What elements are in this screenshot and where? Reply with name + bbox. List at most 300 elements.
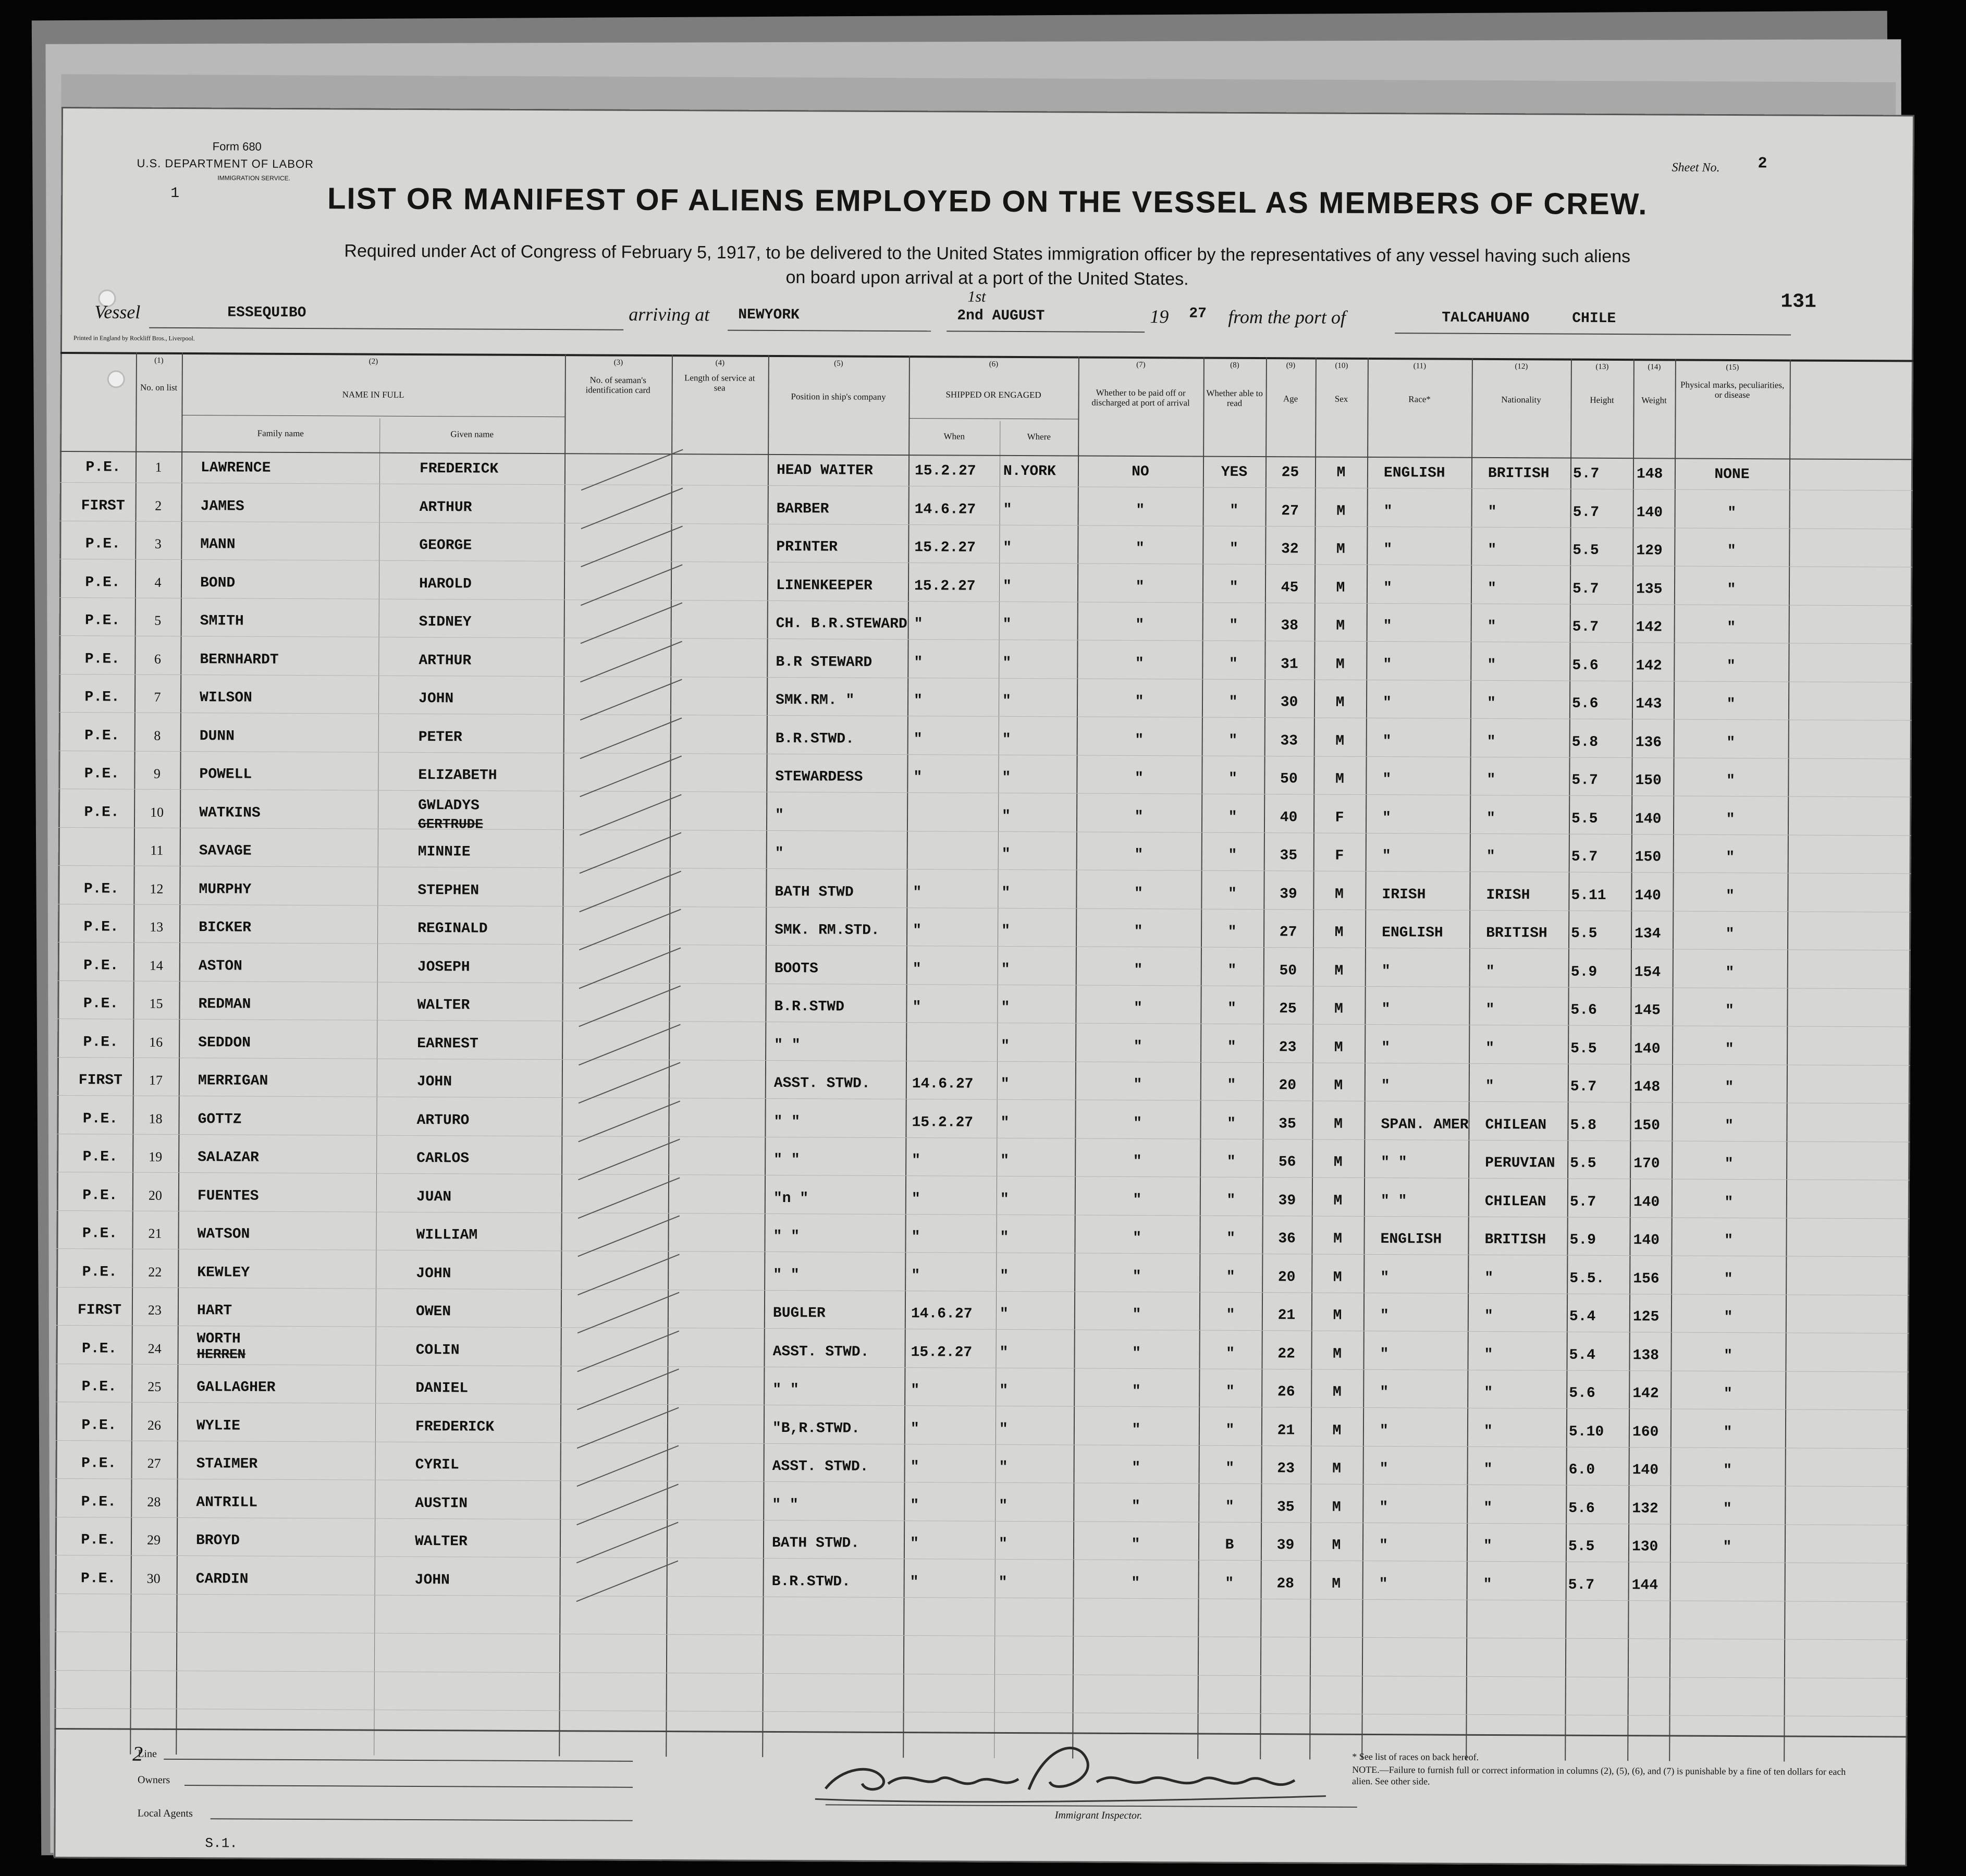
cell-position: B.R.STWD. [775,730,855,747]
cell-race: " [1379,1499,1389,1516]
cell-no: 25 [148,1379,162,1394]
cell-nat: BRITISH [1486,925,1547,942]
cell-read: " [1226,1269,1235,1285]
cell-height: 5.7 [1570,1078,1597,1095]
cell-sex: M [1332,1384,1342,1401]
cell-phys: " [1727,619,1736,636]
cell-paid: NO [1132,463,1149,481]
cell-race: " [1382,771,1392,788]
cell-read: " [1227,924,1237,940]
cell-when: " [910,1497,919,1514]
cell-read: " [1228,656,1238,672]
cell-mark: FIRST [77,1302,121,1319]
cell-position: " " [773,1151,800,1169]
cell-family: MANN [200,536,236,553]
cell-read: " [1225,1422,1235,1439]
cell-phys: " [1723,1501,1732,1517]
cell-sex: M [1335,771,1344,788]
cell-sex: F [1335,810,1344,826]
cell-no: 3 [154,536,162,551]
cell-height: 5.9 [1569,1232,1596,1248]
vessel-label: Vessel [94,301,141,323]
cell-when: " [910,1574,919,1590]
cell-where: " [1003,539,1012,556]
cell-height: 5.7 [1568,1577,1595,1593]
cell-nat: " [1483,1538,1492,1555]
cell-no: 15 [149,996,163,1011]
cell-weight: 148 [1636,466,1663,483]
cell-age: 33 [1280,732,1298,749]
cell-phys: " [1724,1271,1733,1288]
cell-paid: " [1132,1345,1141,1362]
cell-height: 5.5 [1570,1155,1596,1172]
arrival-year: 27 [1189,305,1207,322]
cell-where: " [1001,885,1011,901]
cell-mark: P.E. [83,880,119,897]
cell-height: 5.5 [1568,1538,1595,1555]
cell-height: 5.7 [1572,581,1599,597]
header-where: Where [1027,432,1051,442]
cell-age: 40 [1280,809,1298,826]
cell-height: 5.5 [1570,1040,1597,1057]
cell-position: LINENKEEPER [776,577,873,594]
cell-nat: " [1483,1500,1493,1516]
cell-age: 31 [1280,656,1298,672]
sheet-stamp: S.1. [205,1835,238,1852]
cell-nat: " [1485,1040,1495,1057]
cell-paid: " [1133,1076,1142,1094]
cell-height: 5.5. [1569,1270,1605,1287]
cell-given: DANIEL [415,1380,469,1397]
cell-position: B.R STEWARD [776,654,873,671]
cell-age: 39 [1280,886,1297,902]
cell-read: B [1225,1537,1234,1553]
cell-position: ASST. STWD. [773,1075,870,1092]
cell-read: YES [1221,464,1248,481]
cell-mark: P.E. [85,574,120,591]
cell-phys: " [1726,658,1736,675]
cell-mark: P.E. [83,996,119,1012]
cell-nat: CHILEAN [1485,1117,1547,1133]
cell-age: 23 [1279,1039,1297,1056]
cell-age: 22 [1277,1345,1295,1362]
cell-read: " [1229,541,1238,557]
cell-family: WILSON [199,690,252,706]
cell-paid: " [1131,1575,1140,1591]
cell-no: 12 [150,881,164,897]
requirement-text: Required under Act of Congress of February 5, 1917, to be delivered to the United States immigration officer by the representatives of any vessel having such aliens [344,241,1631,267]
column-number: (15) [1726,363,1739,372]
cell-where: " [1002,808,1011,825]
header-shipped-engaged: SHIPPED OR ENGAGED [945,389,1041,400]
cell-mark: P.E. [85,536,121,553]
department-name: U.S. DEPARTMENT OF LABOR [137,156,314,171]
requirement-text-continued: on board upon arrival at a port of the United States. [785,267,1189,289]
cell-read: " [1225,1383,1235,1400]
column-number: (2) [368,357,378,366]
cell-phys: " [1723,1424,1732,1441]
cell-nat: IRISH [1486,887,1530,903]
cell-nat: " [1485,963,1495,980]
cell-race: " [1383,618,1392,635]
cell-mark: P.E. [81,1340,117,1357]
cell-family: BICKER [199,919,252,936]
cell-where: " [1003,501,1012,518]
cell-paid: " [1134,923,1143,940]
cell-sex: M [1333,1193,1343,1209]
cell-where: " [1000,1268,1009,1284]
cell-race: " [1379,1576,1388,1592]
cell-nat: " [1487,657,1496,673]
cell-given: OWEN [415,1303,451,1320]
cell-read: " [1227,1000,1236,1017]
cell-where: " [999,1459,1008,1476]
column-number: (4) [715,359,725,367]
cell-mark: P.E. [83,1034,118,1050]
sheet-number-label: Sheet No. [1672,161,1720,175]
cell-paid: " [1133,1115,1142,1132]
cell-nat: " [1484,1270,1494,1286]
cell-family: WYLIE [196,1417,241,1434]
cell-sex: M [1336,503,1346,520]
cell-when: " [912,1152,921,1169]
cell-where: " [1002,769,1011,786]
cell-when: " [914,616,923,633]
header-paid-off: Whether to be paid off or discharged at port of arrival [1091,387,1190,408]
cell-height: 5.5 [1572,542,1599,559]
printer-credit: Printed in England by Rockliff Bros., Liverpool. [73,334,195,342]
cell-given: JOHN [416,1265,451,1282]
cell-no: 28 [147,1494,161,1510]
cell-where: " [1001,1038,1010,1055]
column-number: (13) [1595,362,1609,371]
cell-family: POWELL [199,766,252,783]
cell-nat: " [1483,1461,1493,1478]
cell-height: 5.6 [1571,695,1599,712]
cell-nat: PERUVIAN [1485,1155,1555,1172]
cell-height: 5.11 [1571,887,1606,904]
header-weight: Weight [1641,395,1667,406]
cell-weight: 134 [1635,926,1661,942]
cell-height: 5.7 [1572,465,1600,482]
cell-height: 5.8 [1571,734,1599,751]
cell-family: FUENTES [197,1187,259,1205]
local-agents-label: Local Agents [137,1807,193,1820]
cell-race: " [1381,963,1391,979]
cell-when: " [912,999,921,1016]
column-number: (1) [154,356,164,365]
cell-read: " [1227,1039,1236,1056]
cell-phys: " [1725,1079,1734,1096]
cell-family: GALLAGHER [196,1379,276,1396]
cell-when: " [913,884,922,901]
cell-age: 20 [1277,1269,1296,1285]
cell-mark: P.E. [82,1110,118,1127]
cell-nat: " [1483,1576,1492,1593]
cell-paid: " [1134,885,1143,902]
cell-given: PETER [418,729,462,745]
cell-race: " [1382,695,1392,712]
cell-given: MINNIE [417,843,471,861]
column-number: (5) [834,359,843,368]
cell-no: 5 [154,612,162,628]
cell-where: " [998,1574,1007,1591]
cell-paid: " [1131,1536,1140,1553]
cell-read: " [1226,1154,1236,1170]
cell-mark: P.E. [82,1264,117,1280]
cell-where: " [1000,1114,1010,1131]
cell-read: " [1228,809,1237,826]
cell-race: " [1380,1384,1389,1401]
cell-where: " [1001,961,1010,978]
arriving-label: arriving at [629,303,710,325]
cell-paid: " [1136,502,1145,519]
cell-family: WORTH [196,1330,241,1347]
owners-underline [185,1785,633,1788]
manifest-number: 131 [1780,290,1816,313]
cell-when: " [913,731,923,747]
cell-phys: " [1725,1118,1734,1134]
header-no-on-list: No. on list [140,382,178,393]
cell-race: " [1381,1039,1391,1056]
cell-when: " [910,1459,919,1476]
cell-no: 9 [153,766,161,781]
arriving-port: NEWYORK [738,306,800,324]
cell-paid: " [1132,1306,1141,1323]
header-sex: Sex [1334,394,1348,404]
cell-family: CARDIN [195,1571,249,1588]
cell-position: SMK.RM. " [775,692,855,709]
cell-family: REDMAN [198,996,251,1013]
struck-family-name: HERREN [196,1346,246,1363]
from-port: TALCAHUANO [1442,310,1530,327]
cell-nat: " [1486,810,1495,827]
cell-position: " " [773,1228,800,1245]
cell-when: " [913,693,923,709]
cell-family: KEWLEY [197,1264,250,1281]
cell-position: " " [772,1497,798,1513]
cell-phys: " [1726,849,1735,866]
cell-mark: P.E. [81,1455,117,1472]
cell-position: ASST. STWD. [772,1458,869,1475]
cell-family: SMITH [200,613,244,630]
cell-family: ASTON [198,958,242,975]
cell-position: BATH STWD [775,884,854,901]
cell-sex: M [1333,1307,1342,1324]
cell-no: 6 [154,651,161,667]
cell-sex: M [1336,580,1345,596]
cell-where: " [1001,999,1010,1016]
cell-no: 10 [150,804,164,820]
struck-given-name: GERTRUDE [417,816,483,832]
column-number: (12) [1515,362,1528,371]
cell-height: 5.7 [1572,504,1600,521]
cell-weight: 135 [1636,581,1663,597]
cell-age: 39 [1276,1537,1295,1554]
cell-no: 17 [149,1072,163,1088]
cell-height: 5.7 [1569,1194,1596,1210]
cell-nat: " [1485,1001,1495,1019]
cell-when: " [910,1536,919,1552]
cell-family: LAWRENCE [200,460,271,476]
page-title: LIST OR MANIFEST OF ALIENS EMPLOYED ON THE VESSEL AS MEMBERS OF CREW. [327,181,1648,222]
cell-when: 15.2.27 [914,578,976,595]
cell-paid: " [1132,1460,1141,1477]
manifest-sheet [54,107,1914,1866]
cell-weight: 132 [1632,1500,1658,1517]
cell-given: ARTURO [416,1112,470,1129]
cell-phys: " [1724,1194,1734,1211]
cell-paid: " [1135,732,1144,749]
header-name-in-full: NAME IN FULL [342,389,404,400]
cell-family: DUNN [199,728,235,744]
cell-given: ELIZABETH [418,767,497,784]
cell-position: "B,R.STWD. [772,1420,861,1437]
cell-mark: P.E. [84,727,120,744]
cell-read: " [1225,1499,1234,1515]
cell-phys: " [1725,1002,1734,1020]
cell-family: WATKINS [199,804,261,821]
cell-read: " [1228,847,1237,864]
cell-family: HART [196,1303,232,1319]
cell-where: " [1001,846,1011,863]
cell-weight: 136 [1635,734,1662,751]
cell-no: 19 [149,1149,163,1164]
cell-when: 15.2.27 [912,1114,974,1131]
cell-given: FREDERICK [419,461,499,477]
cell-when: " [914,654,923,671]
from-port-underline [1395,333,1791,335]
cell-read: " [1225,1575,1234,1592]
cell-read: " [1226,1345,1235,1362]
cell-mark: P.E. [84,804,119,820]
cell-nat: BRITISH [1484,1231,1546,1248]
cell-height: 5.9 [1570,964,1598,980]
cell-weight: 140 [1635,811,1662,827]
cell-paid: " [1132,1383,1141,1400]
cell-family: SEDDON [198,1034,251,1051]
cell-position: ASST. STWD. [772,1343,869,1360]
cell-weight: 150 [1635,773,1662,789]
cell-read: " [1226,1230,1236,1247]
cell-no: 21 [148,1225,162,1241]
cell-weight: 150 [1635,849,1662,866]
cell-family: BOND [200,574,236,591]
cell-height: 5.7 [1572,619,1599,635]
cell-no: 4 [154,574,162,590]
cell-weight: 148 [1633,1079,1661,1096]
cell-phys: " [1726,773,1735,790]
cell-sex: M [1334,1077,1343,1094]
cell-no: 1 [155,459,162,475]
cell-no: 8 [154,728,161,743]
cell-phys: NONE [1714,466,1750,483]
cell-given: WALTER [414,1533,468,1550]
vessel-name: ESSEQUIBO [227,304,306,322]
year-prefix: 19 [1150,306,1169,327]
cell-family: STAIMER [196,1456,258,1473]
cell-phys: " [1726,734,1736,751]
cell-weight: 140 [1633,1194,1660,1210]
cell-sex: M [1334,924,1344,941]
cell-sex: M [1336,464,1346,481]
cell-family: SAVAGE [199,843,252,860]
cell-given: WILLIAM [416,1227,478,1244]
cell-phys: " [1725,926,1735,943]
cell-race: ENGLISH [1380,1231,1442,1248]
header-when: When [943,431,965,442]
cell-weight: 140 [1632,1462,1659,1479]
cell-where: " [1002,655,1012,671]
cell-given: JOHN [416,1073,452,1090]
cell-paid: " [1135,541,1145,557]
cell-nat: " [1486,695,1496,712]
cell-nat: " [1487,618,1496,635]
cell-where: " [998,1536,1007,1552]
cell-family: GOTTZ [198,1111,242,1128]
cell-weight: 143 [1635,696,1662,713]
cell-phys: " [1723,1462,1732,1479]
cell-height: 5.7 [1571,849,1598,865]
cell-sex: M [1333,1269,1342,1286]
cell-race: " [1382,810,1391,826]
cell-sex: M [1335,656,1345,673]
cell-age: 25 [1281,464,1299,481]
cell-position: " [775,845,784,862]
sheet-number-value: 2 [1758,155,1767,173]
cell-no: 16 [149,1034,163,1050]
cell-when: 14.6.27 [911,1306,973,1322]
cell-phys: " [1723,1539,1732,1556]
cell-sex: M [1334,1116,1343,1133]
cell-paid: " [1133,1153,1142,1170]
header-length-of-service: Length of service at sea [684,373,755,393]
cell-sex: F [1335,848,1344,864]
cell-given: GWLADYS [418,797,480,814]
cell-family: SALAZAR [198,1149,259,1166]
cell-race: IRISH [1382,886,1426,903]
cell-given: AUSTIN [415,1495,468,1512]
cell-age: 20 [1279,1077,1297,1094]
cell-height: 5.5 [1571,925,1598,942]
cell-sex: M [1336,541,1345,558]
cell-where: " [999,1421,1008,1438]
service-name: IMMIGRATION SERVICE. [217,174,291,182]
cell-position: BATH STWD. [771,1535,860,1552]
cell-phys: " [1724,1232,1734,1249]
line-underline [164,1759,633,1762]
cell-weight: 140 [1634,1040,1661,1057]
cell-race: " [1380,1308,1389,1325]
cell-given: JOSEPH [417,959,470,975]
cell-paid: " [1133,1038,1142,1055]
cell-nat: " [1487,580,1496,597]
cell-when: " [910,1420,919,1437]
from-port-label: from the port of [1228,306,1346,328]
cell-weight: 156 [1633,1270,1660,1287]
cell-position: " " [773,1113,801,1130]
from-country: CHILE [1572,310,1616,327]
cell-position: HEAD WAITER [776,462,873,479]
cell-sex: M [1334,1039,1343,1056]
cell-no: 11 [150,842,164,858]
cell-age: 50 [1280,771,1298,788]
cell-race: " [1379,1461,1389,1478]
cell-no: 30 [146,1571,161,1586]
column-number: (14) [1648,363,1661,372]
cell-weight: 129 [1636,543,1663,559]
cell-race: " [1383,542,1393,558]
